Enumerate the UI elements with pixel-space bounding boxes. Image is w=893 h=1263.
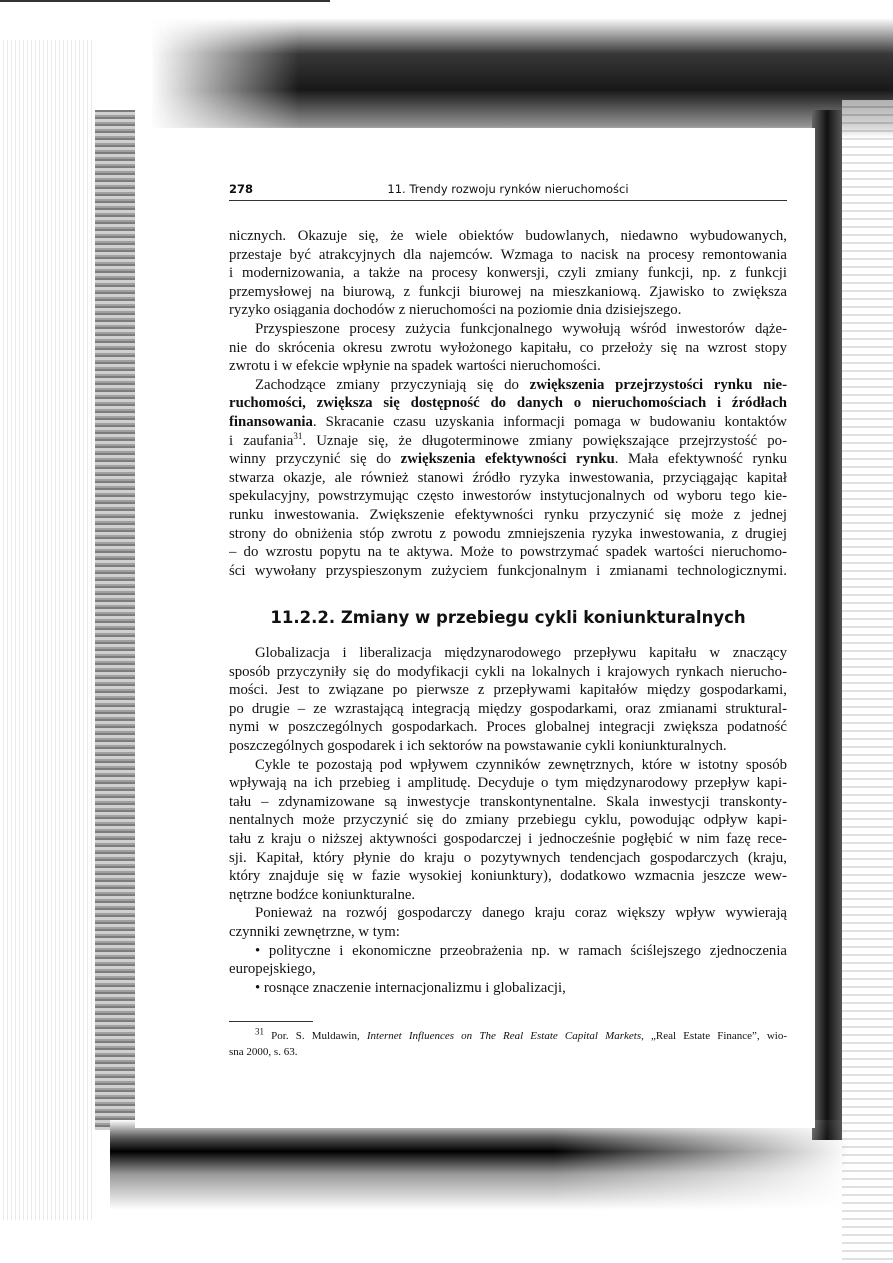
text-line	[229, 811, 787, 830]
text-run: nicznych. Okazuje się, że wiele obiektów budowlanych, niedawno wybudowanych,	[229, 228, 787, 244]
text-line	[229, 264, 787, 283]
text-line	[229, 904, 787, 923]
text-run: i modernizowania, a także na procesy konwersji, czyli zmiany funkcji, np. z funkcji	[229, 265, 787, 282]
text-line	[229, 849, 787, 868]
text-line	[229, 1044, 787, 1060]
text-line	[229, 942, 787, 961]
bold-text: zwiększenia efektywności rynku	[400, 451, 615, 468]
text-run: nętrzne bodźce koniunkturalne.	[229, 886, 416, 903]
text-run: • polityczne i ekonomiczne przeobrażenia np. w ramach ściślejszego zjednoczenia	[255, 942, 787, 959]
text-run: Ponieważ na rozwój gospodarczy danego kraju coraz większy wpływ wywierają	[255, 905, 787, 922]
text-line	[229, 700, 787, 719]
text-run: . Skracanie czasu uzyskania informacji pomaga w budowaniu kontaktów	[312, 413, 787, 430]
text-line	[229, 886, 787, 905]
footnote	[229, 1028, 787, 1060]
text-line	[229, 339, 787, 358]
text-block-2	[229, 644, 787, 997]
text-run: wpływają na ich przebieg i amplitudę. Decyduje o tym międzynarodowy przepływ kapi-	[229, 775, 787, 792]
section-heading: 11.2.2. Zmiany w przebiegu cykli koniunkturalnych	[270, 608, 746, 627]
text-run: europejskiego,	[229, 961, 316, 978]
text-run: tału – zdynamizowane są inwestycje transkontynentalne. Skala inwestycji transkonty-	[229, 793, 787, 810]
text-run: . Uznaje się, że długoterminowe zmiany powiększające przejrzystość po-	[302, 432, 787, 449]
text-line	[229, 543, 787, 562]
text-line	[229, 562, 787, 581]
text-run: przestaje być atrakcyjnych dla najemców. Wzmaga to nacisk na procesy remontowania	[229, 246, 787, 263]
scan-edge	[842, 100, 893, 1260]
text-run: . Mała efektywność rynku	[614, 451, 787, 468]
text-line	[229, 979, 787, 998]
italic-title: Internet Influences on The Real Estate Capital Markets	[366, 1030, 642, 1042]
text-line	[229, 413, 787, 432]
text-line	[229, 469, 787, 488]
text-run: zwrotu i w efekcie wpłynie na spadek wartości nieruchomości.	[229, 358, 601, 375]
text-block-1	[229, 227, 787, 580]
text-line	[229, 506, 787, 525]
text-line	[229, 644, 787, 663]
bold-text: finansowania	[229, 413, 313, 430]
running-title: 11. Trendy rozwoju rynków nieruchomości	[387, 182, 629, 196]
footnote-ref: 31	[293, 431, 303, 441]
text-run: tału z kraju o niższej aktywności gospodarczej i jednocześnie pogłębić w nim fazę rece-	[229, 830, 787, 847]
text-line	[229, 756, 787, 775]
text-line	[229, 283, 787, 302]
text-run: sposób przyczyniły się do modyfikacji cykli na lokalnych i krajowych rynkach nierucho-	[229, 663, 787, 680]
text-run: • rosnące znaczenie internacjonalizmu i globalizacji,	[255, 979, 566, 996]
text-run: sji. Kapitał, który płynie do kraju o pozytywnych tendencjach gospodarczych (kraju,	[229, 849, 787, 866]
text-line	[229, 227, 787, 246]
text-line	[229, 1028, 787, 1044]
text-line	[229, 432, 787, 451]
text-run: ści wywołany przyspieszonym zużyciem funkcjonalnym i zmianami technologicznymi.	[229, 562, 787, 579]
scan-edge	[0, 40, 95, 1220]
text-line	[229, 246, 787, 265]
text-line	[229, 960, 787, 979]
page-number: 278	[229, 182, 254, 196]
text-run: i zaufania	[229, 432, 294, 449]
text-run: Cykle te pozostają pod wpływem czynników zewnętrznych, które w istotny sposób	[255, 756, 787, 773]
text-run: czynniki zewnętrzne, w tym:	[229, 923, 400, 940]
text-line	[229, 681, 787, 700]
text-run: który znajduje się w fazie wysokiej koniunktury), dodatkowo wzmacnia jeszcze wew-	[229, 868, 787, 885]
text-line	[229, 793, 787, 812]
text-line	[229, 525, 787, 544]
scan-shadow-right	[812, 110, 842, 1140]
text-run: , „Real Estate Finance”, wio-	[641, 1030, 787, 1042]
text-line	[229, 867, 787, 886]
text-run: spekulacyjny, powstrzymując często inwestorów instytucjonalnych od wyboru tego kie-	[229, 488, 787, 505]
text-line	[229, 830, 787, 849]
text-run: przemysłowej na biurową, z funkcji biurowej na mieszkaniową. Zjawisko to zwiększa	[229, 283, 787, 300]
text-run: nentalnych może przyczynić się do zmiany przebiegu cyklu, powodując odpływ kapi-	[229, 812, 787, 829]
text-run: poszczególnych gospodarek i ich sektorów na powstawanie cykli koniunkturalnych.	[229, 737, 727, 754]
text-line	[229, 487, 787, 506]
text-run: nymi w poszczególnych gospodarkach. Proces globalnej integracji zwiększa podatność	[229, 719, 787, 736]
text-line	[229, 663, 787, 682]
text-line	[229, 357, 787, 376]
text-run: – do wzrostu popytu na te aktywa. Może to powstrzymać spadek wartości nieruchomo-	[229, 544, 787, 561]
footnote-divider	[229, 1021, 313, 1022]
scan-shadow-top	[150, 18, 893, 138]
text-line	[229, 394, 787, 413]
text-run: runku inwestowania. Zwiększenie efektywności rynku przyczynić się może z jednej	[229, 506, 787, 523]
footnote-ref: 31	[255, 1028, 264, 1037]
bold-text: ruchomości, zwiększa się dostępność do danych o nieruchomościach i źródłach	[229, 395, 787, 412]
text-line	[229, 774, 787, 793]
text-run: Zachodzące zmiany przyczyniają się do	[255, 376, 530, 393]
scan-shadow-left	[95, 110, 135, 1130]
text-line	[229, 450, 787, 469]
running-header	[229, 182, 787, 201]
scan-edge	[0, 0, 330, 2]
text-run: po drugie – ze wzrastającą integracją między gospodarkami, oraz zmianami struktural-	[229, 700, 787, 717]
scan-shadow-bottom	[110, 1120, 850, 1210]
text-run: winny przyczynić się do	[229, 451, 401, 468]
text-run: Por. S. Muldawin,	[264, 1030, 367, 1042]
text-line	[229, 320, 787, 339]
text-run: sna 2000, s. 63.	[229, 1046, 298, 1058]
text-line	[229, 718, 787, 737]
text-line	[229, 737, 787, 756]
bold-text: zwiększenia przejrzystości rynku nie-	[529, 376, 787, 393]
text-run: nie do skrócenia okresu zwrotu wyłożonego kapitału, co przełoży się na wzrost stopy	[229, 339, 787, 356]
text-run: Przyspieszone procesy zużycia funkcjonalnego wywołują wśród inwestorów dąże-	[255, 320, 787, 337]
text-line	[229, 301, 787, 320]
text-run: Globalizacja i liberalizacja międzynarodowego przepływu kapitału w znaczący	[255, 645, 787, 661]
text-line	[229, 923, 787, 942]
text-line	[229, 376, 787, 395]
text-run: strony do obniżenia stóp zwrotu z powodu zmniejszenia ryzyka inwestowania, z drugiej	[229, 525, 787, 542]
text-run: stwarza okazje, ale również stanowi źródło ryzyka inwestowania, przyciągając kapitał	[229, 469, 787, 486]
text-run: ryzyko osiągania dochodów z nieruchomości na poziomie dnia dzisiejszego.	[229, 302, 682, 319]
text-run: mości. Jest to związane po pierwsze z przepływami kapitałów między gospodarkami,	[229, 682, 787, 699]
